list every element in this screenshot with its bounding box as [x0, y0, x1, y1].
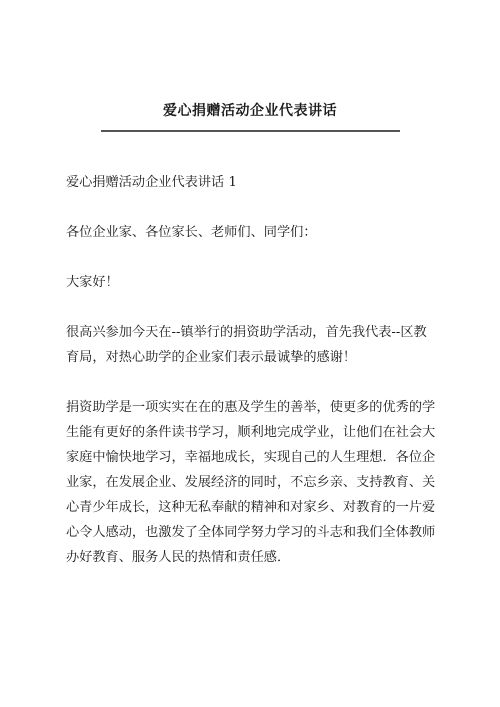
section-heading: 爱心捐赠活动企业代表讲话 1 [66, 175, 237, 190]
document-title: 爱心捐赠活动企业代表讲话 [163, 103, 337, 119]
document-body [66, 170, 436, 570]
title-divider [101, 130, 400, 132]
body-paragraph-1: 很高兴参加今天在--镇举行的捐资助学活动，首先我代表--区教育局，对热心助学的企业家们表示最诚挚的感谢！ [66, 325, 427, 365]
body-paragraph-2: 捐资助学是一项实实在在的惠及学生的善举，使更多的优秀的学生能有更好的条件读书学习，顺利地完成学业，让他们在社会大家庭中愉快地学习，幸福地成长，实现自己的人生理想．各位企业家，在发展企业、发展经济的同时，不忘乡亲、支持教育、关心青少年成长，这种无私奉献的精神和对家乡、对教育的一片爱心令人感动，也激发了全体同学努力学习的斗志和我们全体教师办好教育、服务人民的热情和责任感． [66, 400, 436, 565]
salutation-line: 各位企业家、各位家长、老师们、同学们： [66, 225, 317, 240]
greeting-line: 大家好！ [66, 275, 119, 290]
